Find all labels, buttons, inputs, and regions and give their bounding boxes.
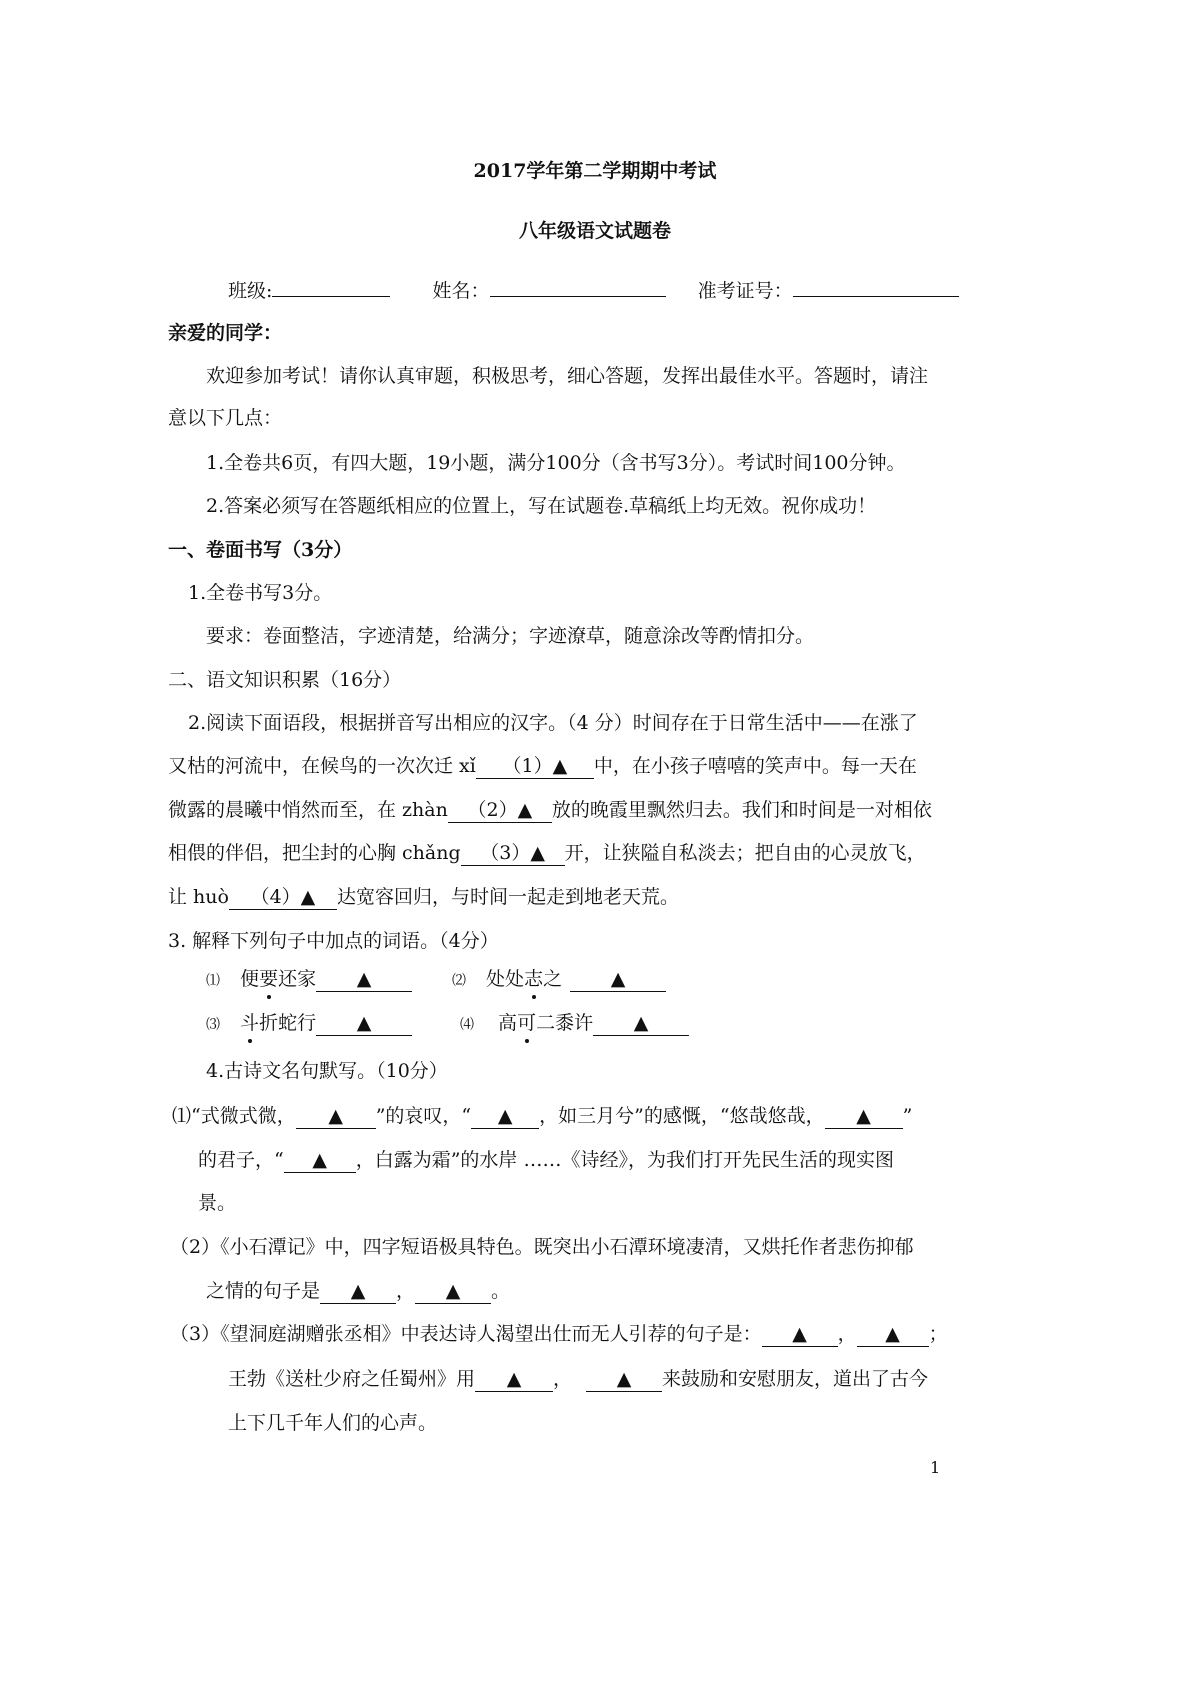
q4-heading: 4.古诗文名句默写。（10分） — [206, 1060, 448, 1082]
q2-line-1: 2.阅读下面语段，根据拼音写出相应的汉字。（4 分）时间存在于日常生活中——在涨了 — [188, 712, 918, 734]
q4-blank-6[interactable]: ▲ — [415, 1279, 491, 1304]
q4-blank-5[interactable]: ▲ — [320, 1279, 396, 1304]
q3-answer-4[interactable]: ▲ — [593, 1011, 689, 1036]
class-label: 班级: — [228, 280, 273, 302]
intro-line-1: 欢迎参加考试！请你认真审题，积极思考，细心答题，发挥出最佳水平。答题时，请注 — [206, 365, 929, 387]
q2-blank-3[interactable]: （3）▲ — [461, 841, 565, 866]
q2-blank-1[interactable]: （1）▲ — [476, 754, 594, 779]
q4-part1-line3: 景。 — [198, 1192, 237, 1214]
q3-heading: 3. 解释下列句子中加点的词语。（4分） — [168, 930, 499, 952]
q3-item-1: ⑴ 便要还家 ▲ — [206, 966, 412, 994]
q2-blank-2[interactable]: （2）▲ — [448, 798, 552, 823]
q3-item-number: ⑷ — [460, 1017, 474, 1033]
q2-line-5: 让 huò （4）▲ 达宽容回归，与时间一起走到地老天荒。 — [168, 886, 679, 908]
q3-item-number: ⑶ — [206, 1017, 220, 1033]
note-1: 1.全卷共6页，有四大题，19小题，满分100分（含书写3分）。考试时间100分钟。 — [206, 452, 906, 474]
q4-blank-7[interactable]: ▲ — [762, 1322, 838, 1347]
q4-blank-9[interactable]: ▲ — [475, 1367, 553, 1392]
exam-subtitle: 八年级语文试题卷 — [518, 220, 671, 242]
q3-answer-3[interactable]: ▲ — [316, 1011, 412, 1036]
dotted-word: 可 — [517, 1012, 537, 1034]
q4-part1-line2: 的君子，“ ▲ ，白露为霜”的水岸 ……《诗经》，为我们打开先民生活的现实图 — [198, 1149, 894, 1171]
dotted-word: 志 — [524, 968, 544, 990]
q3-answer-2[interactable]: ▲ — [570, 967, 666, 992]
q3-item-3: ⑶ 斗折蛇行 ▲ — [206, 1010, 412, 1038]
q2-line-3: 微露的晨曦中悄然而至，在 zhàn （2）▲ 放的晚霞里飘然归去。我们和时间是一对相依 — [168, 799, 932, 821]
q4-blank-10[interactable]: ▲ — [586, 1367, 662, 1392]
dotted-word: 斗 — [240, 1012, 260, 1034]
dotted-word: 要 — [259, 968, 279, 990]
greeting: 亲爱的同学： — [168, 322, 283, 344]
q4-blank-1[interactable]: ▲ — [296, 1104, 376, 1129]
q3-item-number: ⑴ — [206, 973, 220, 989]
q3-answer-1[interactable]: ▲ — [316, 967, 412, 992]
name-label: 姓名： — [432, 280, 490, 302]
q4-blank-3[interactable]: ▲ — [825, 1104, 903, 1129]
q2-line-4: 相偎的伴侣，把尘封的心胸 chǎng （3）▲ 开，让狭隘自私淡去；把自由的心灵放飞， — [168, 842, 926, 864]
id-label: 准考证号： — [697, 280, 793, 302]
exam-title: 2017学年第二学期期中考试 — [473, 160, 717, 182]
info-row — [228, 276, 959, 304]
q4-blank-4[interactable]: ▲ — [284, 1148, 356, 1173]
section1-heading: 一、卷面书写（3分） — [168, 539, 353, 561]
q2-line-2: 又枯的河流中，在候鸟的一次次迁 xǐ （1）▲ 中，在小孩子嘻嘻的笑声中。每一天在 — [168, 755, 917, 777]
q4-part1-line1: ⑴“式微式微， ▲ ”的哀叹，“ ▲ ，如三月兮”的感慨，“悠哉悠哉， ▲ ” — [172, 1105, 913, 1127]
q4-part2-line1: （2）《小石潭记》中，四字短语极具特色。既突出小石潭环境凄清，又烘托作者悲伤抑郁 — [170, 1236, 914, 1258]
q1-requirement: 要求：卷面整洁，字迹清楚，给满分；字迹潦草，随意涂改等酌情扣分。 — [206, 625, 815, 647]
q1-text: 1.全卷书写3分。 — [188, 582, 333, 604]
section2-heading: 二、语文知识积累（16分） — [168, 669, 402, 691]
id-field[interactable] — [793, 276, 959, 297]
intro-line-2: 意以下几点： — [168, 407, 283, 429]
class-field[interactable] — [272, 276, 390, 297]
q2-blank-4[interactable]: （4）▲ — [229, 885, 337, 910]
q4-part2-line2: 之情的句子是 ▲ ， ▲ 。 — [206, 1280, 511, 1302]
q3-item-4: ⑷ 高可二黍许 ▲ — [460, 1010, 689, 1038]
q4-part3-line3: 上下几千年人们的心声。 — [228, 1412, 438, 1434]
q3-item-2: ⑵ 处处志之 ▲ — [452, 966, 666, 994]
note-2: 2.答案必须写在答题纸相应的位置上，写在试题卷.草稿纸上均无效。祝你成功！ — [206, 495, 877, 517]
q4-part3-line2: 王勃《送杜少府之任蜀州》用 ▲ ， ▲ 来鼓励和安慰朋友，道出了古今 — [228, 1368, 929, 1390]
page-number: 1 — [930, 1458, 941, 1477]
q4-part3-line1: （3）《望洞庭湖赠张丞相》中表达诗人渴望出仕而无人引荐的句子是： ▲ ， ▲ ； — [170, 1323, 948, 1345]
q4-blank-8[interactable]: ▲ — [857, 1322, 929, 1347]
q3-item-number: ⑵ — [452, 973, 466, 989]
q4-blank-2[interactable]: ▲ — [471, 1104, 539, 1129]
name-field[interactable] — [490, 276, 666, 297]
